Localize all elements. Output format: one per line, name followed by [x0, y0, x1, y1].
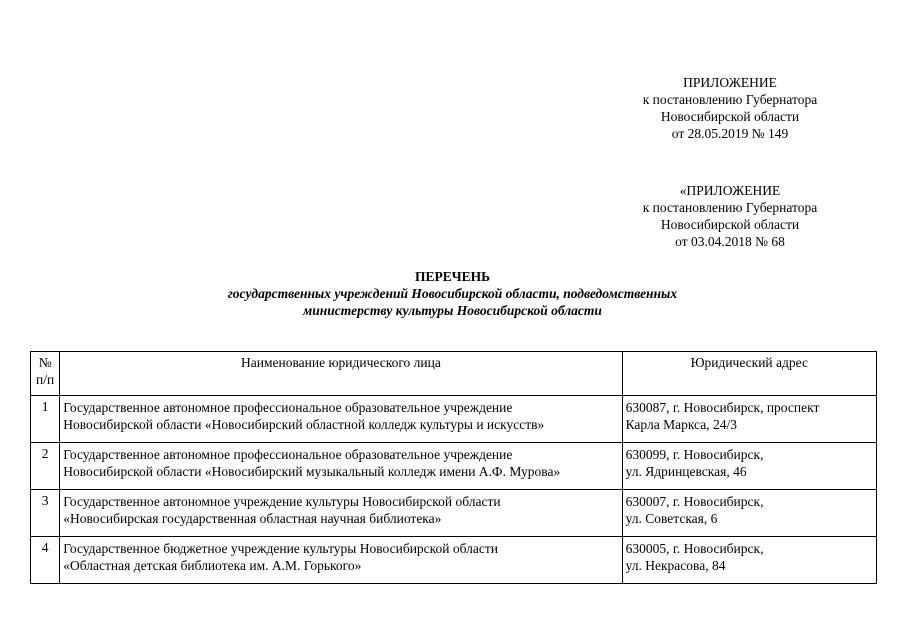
row-name-line: Новосибирской области «Новосибирский музыкальный колледж имени А.Ф. Мурова» [63, 464, 561, 479]
row-address [622, 537, 876, 584]
row-number: 4 [31, 537, 60, 584]
document-subtitle-line-2: министерству культуры Новосибирской области [303, 303, 602, 318]
row-name [60, 443, 622, 490]
row-name-line: Государственное автономное профессиональное образовательное учреждение [63, 400, 513, 415]
table-row [31, 396, 877, 443]
appendix-date-number: от 03.04.2018 № 68 [675, 234, 785, 249]
row-name-line: «Новосибирская государственная областная научная библиотека» [63, 511, 442, 526]
header-address: Юридический адрес [622, 352, 876, 396]
row-name-line: «Областная детская библиотека им. А.М. Горького» [63, 558, 362, 573]
table-row [31, 443, 877, 490]
table-row [31, 537, 877, 584]
row-address-line: 630087, г. Новосибирск, проспект [625, 400, 820, 415]
row-address [622, 396, 876, 443]
appendix-ref: к постановлению Губернатора [642, 200, 818, 215]
row-address-line: 630099, г. Новосибирск, [625, 447, 764, 462]
appendix-ref: к постановлению Губернатора [642, 92, 818, 107]
row-address-line: ул. Некрасова, 84 [625, 558, 726, 573]
appendix-title: ПРИЛОЖЕНИЕ [683, 75, 777, 90]
header-name: Наименование юридического лица [60, 352, 622, 396]
document-heading [0, 268, 905, 319]
row-address-line: Карла Маркса, 24/3 [625, 417, 737, 432]
document-subtitle-line-1: государственных учреждений Новосибирской области, подведомственных [227, 286, 678, 301]
row-address-line: ул. Советская, 6 [625, 511, 718, 526]
appendix-region: Новосибирской области [660, 109, 800, 124]
row-number: 2 [31, 443, 60, 490]
header-number-sign: № [38, 355, 52, 370]
header-number-abbr: п/п [36, 372, 55, 387]
row-address [622, 443, 876, 490]
appendix-date-number: от 28.05.2019 № 149 [671, 126, 789, 141]
row-number: 3 [31, 490, 60, 537]
row-address-line: 630005, г. Новосибирск, [625, 541, 764, 556]
appendix-previous [600, 182, 860, 250]
appendix-title: «ПРИЛОЖЕНИЕ [679, 183, 781, 198]
row-name-line: Государственное бюджетное учреждение культуры Новосибирской области [63, 541, 499, 556]
institutions-table [30, 351, 877, 584]
row-name [60, 490, 622, 537]
row-name-line: Государственное автономное учреждение культуры Новосибирской области [63, 494, 501, 509]
header-number [31, 352, 60, 396]
row-address-line: 630007, г. Новосибирск, [625, 494, 764, 509]
row-name-line: Новосибирской области «Новосибирский областной колледж культуры и искусств» [63, 417, 545, 432]
row-address [622, 490, 876, 537]
appendix-region: Новосибирской области [660, 217, 800, 232]
appendix-current [600, 74, 860, 142]
row-name [60, 537, 622, 584]
row-name-line: Государственное автономное профессиональное образовательное учреждение [63, 447, 513, 462]
table-header-row [31, 352, 877, 396]
document-title: ПЕРЕЧЕНЬ [414, 269, 491, 284]
row-number: 1 [31, 396, 60, 443]
row-address-line: ул. Ядринцевская, 46 [625, 464, 747, 479]
row-name [60, 396, 622, 443]
table-row [31, 490, 877, 537]
